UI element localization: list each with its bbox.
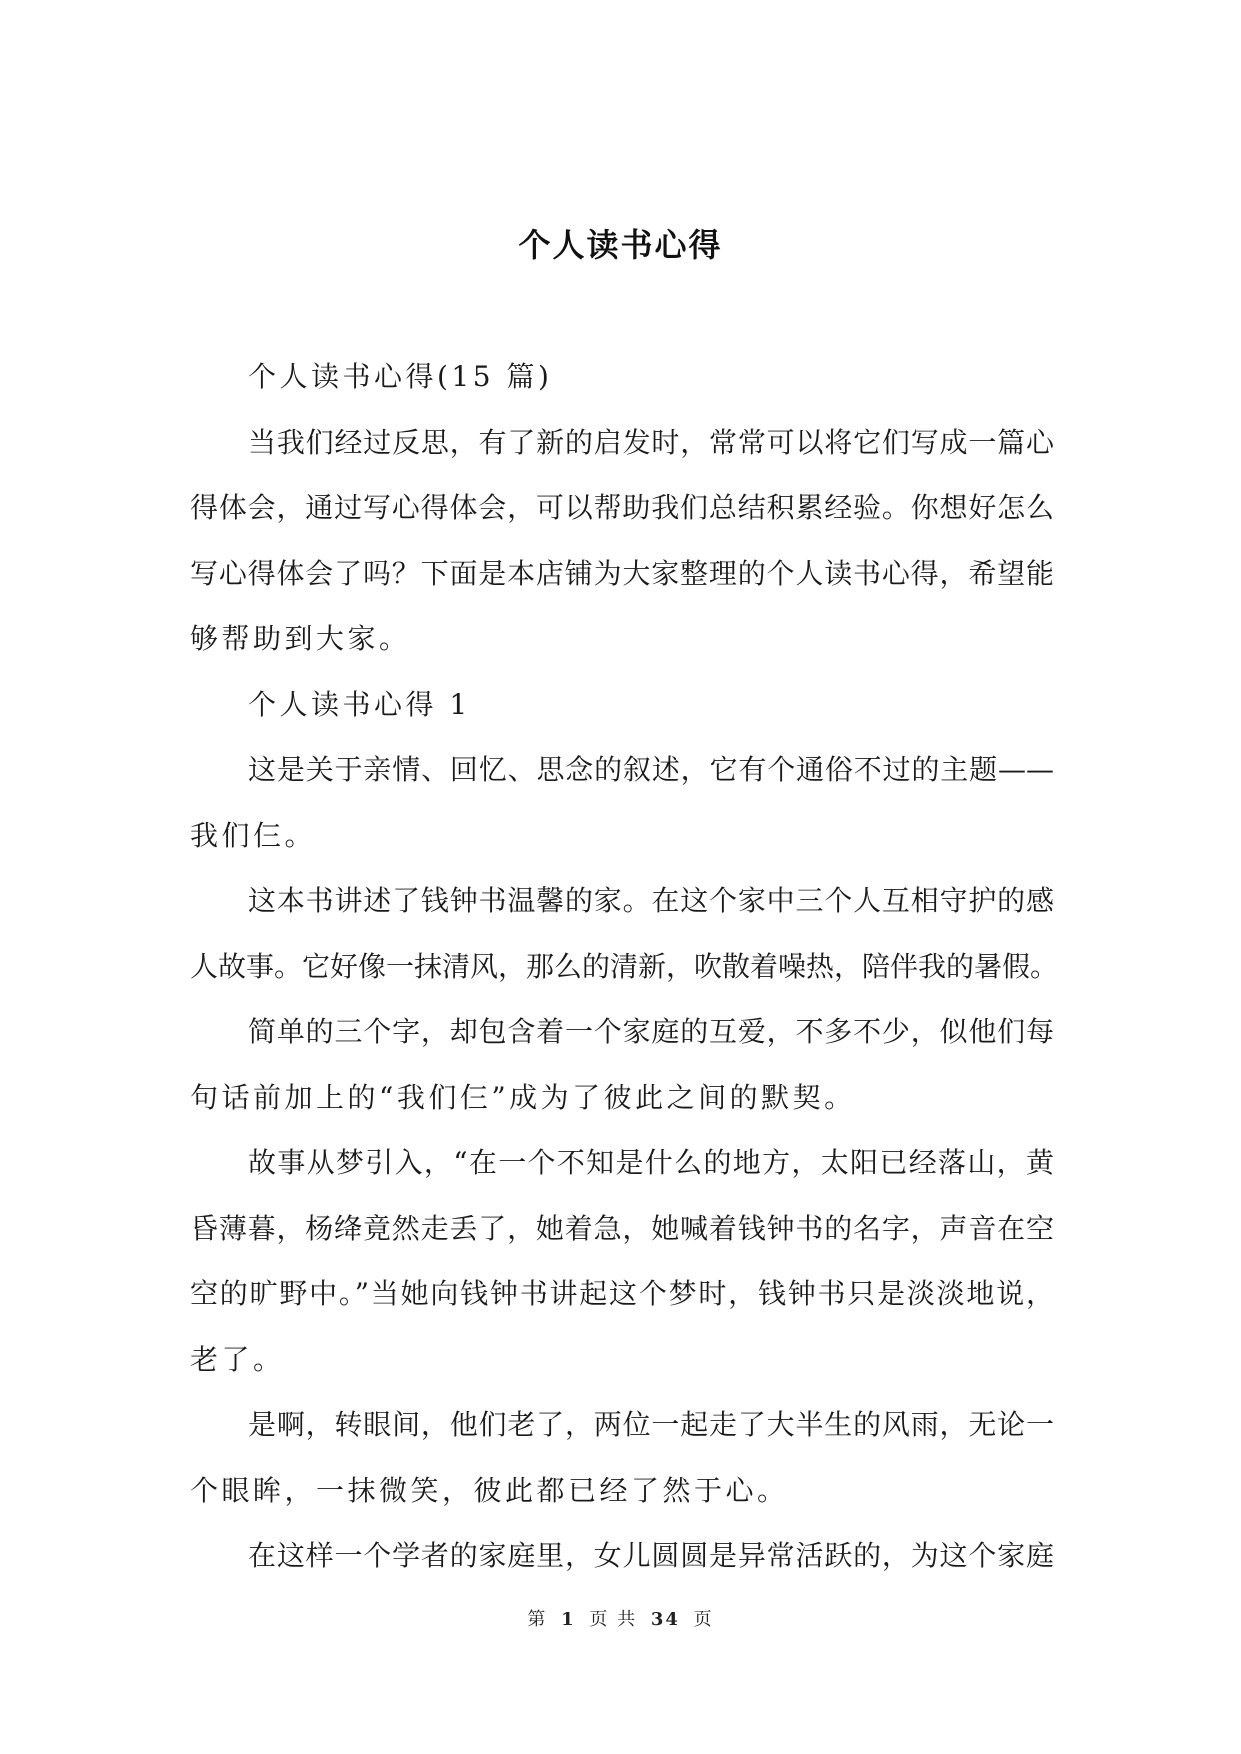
paragraph-line: 在这样一个学者的家庭里，女儿圆圆是异常活跃的，为这个家庭 (248, 1539, 1054, 1572)
subtitle-line: 个人读书心得(15 篇) (248, 360, 553, 393)
footer-middle: 页 共 (589, 1609, 638, 1630)
paragraph-line: 是啊，转眼间，他们老了，两位一起走了大半生的风雨，无论一 (248, 1408, 1054, 1441)
paragraph-line: 空的旷野中。”当她向钱钟书讲起这个梦时，钱钟书只是淡淡地说， (190, 1277, 1054, 1310)
page-footer (0, 1605, 1241, 1631)
paragraph-line: 人故事。它好像一抹清风，那么的清新，吹散着噪热，陪伴我的暑假。 (190, 949, 1059, 983)
section-heading: 个人读书心得 1 (248, 687, 471, 721)
footer-suffix: 页 (693, 1609, 714, 1630)
paragraph-line: 这本书讲述了钱钟书温馨的家。在这个家中三个人互相守护的感 (248, 884, 1054, 917)
paragraph-line: 当我们经过反思，有了新的启发时，常常可以将它们写成一篇心 (248, 425, 1054, 459)
paragraph-line: 昏薄暮，杨绛竟然走丢了，她着急，她喊着钱钟书的名字，声音在空 (190, 1211, 1054, 1245)
paragraph-line: 够帮助到大家。 (190, 622, 411, 655)
paragraph-line: 老了。 (190, 1342, 285, 1376)
paragraph-line: 得体会，通过写心得体会，可以帮助我们总结积累经验。你想好怎么 (190, 491, 1054, 524)
paragraph-line: 简单的三个字，却包含着一个家庭的互爱，不多不少，似他们每 (248, 1015, 1054, 1048)
paragraph-line: 我们仨。 (190, 818, 317, 852)
footer-total-pages: 34 (650, 1609, 680, 1630)
footer-current-page: 1 (561, 1609, 576, 1630)
paragraph-line: 这是关于亲情、回忆、思念的叙述，它有个通俗不过的主题—— (248, 753, 1054, 786)
footer-prefix: 第 (527, 1609, 548, 1630)
document-title: 个人读书心得 (518, 226, 723, 264)
paragraph-line: 写心得体会了吗？下面是本店铺为大家整理的个人读书心得，希望能 (190, 556, 1054, 590)
paragraph-line: 故事从梦引入，“在一个不知是什么的地方，太阳已经落山，黄 (248, 1146, 1054, 1179)
paragraph-line: 个眼眸，一抹微笑，彼此都已经了然于心。 (190, 1473, 789, 1507)
paragraph-line: 句话前加上的“我们仨”成为了彼此之间的默契。 (190, 1080, 856, 1114)
document-body (190, 354, 1059, 1599)
